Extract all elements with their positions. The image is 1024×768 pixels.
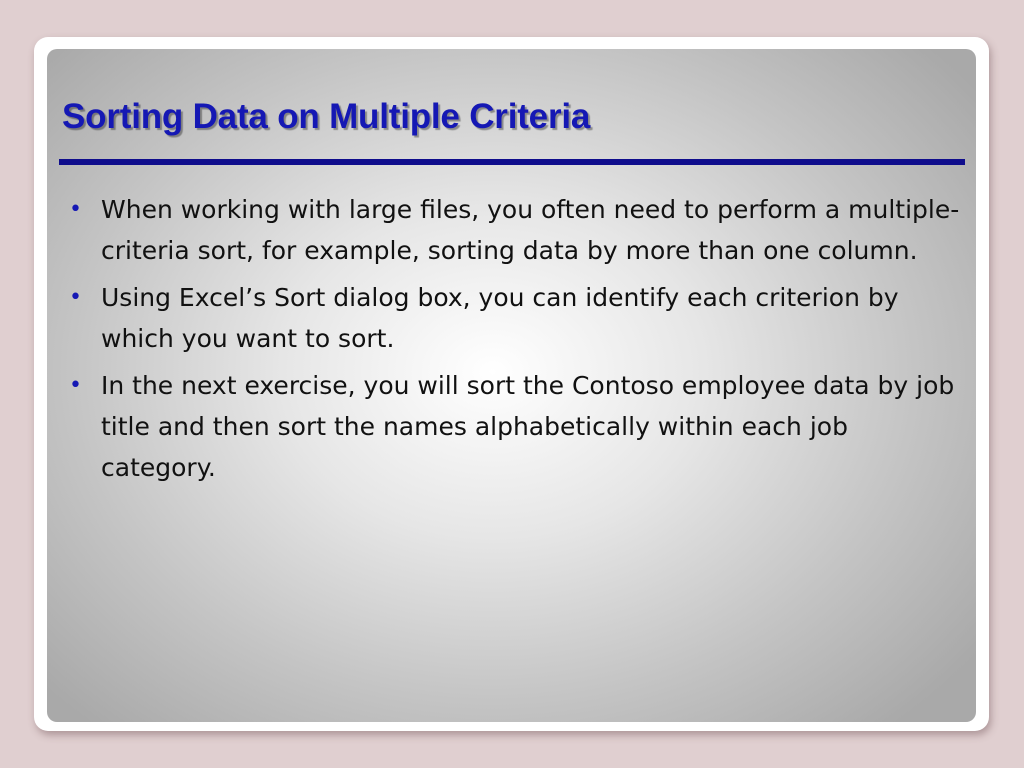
bullet-text: In the next exercise, you will sort the Contoso employee data by job title and then sort the names alphabetically within each job category. — [101, 371, 955, 482]
bullet-icon: • — [69, 197, 82, 222]
bullet-item — [65, 365, 965, 488]
bullet-item — [65, 277, 965, 359]
bullet-text: When working with large files, you often need to perform a multiple-criteria sort, for example, sorting data by more than one column. — [101, 195, 960, 265]
title-divider — [59, 159, 965, 165]
slide-panel — [47, 49, 976, 722]
bullet-list — [65, 189, 965, 494]
bullet-item — [65, 189, 965, 271]
slide-title: Sorting Data on Multiple Criteria — [62, 97, 591, 136]
bullet-icon: • — [69, 285, 82, 310]
bullet-icon: • — [69, 373, 82, 398]
bullet-text: Using Excel’s Sort dialog box, you can identify each criterion by which you want to sort. — [101, 283, 899, 353]
slide-frame — [34, 37, 989, 731]
